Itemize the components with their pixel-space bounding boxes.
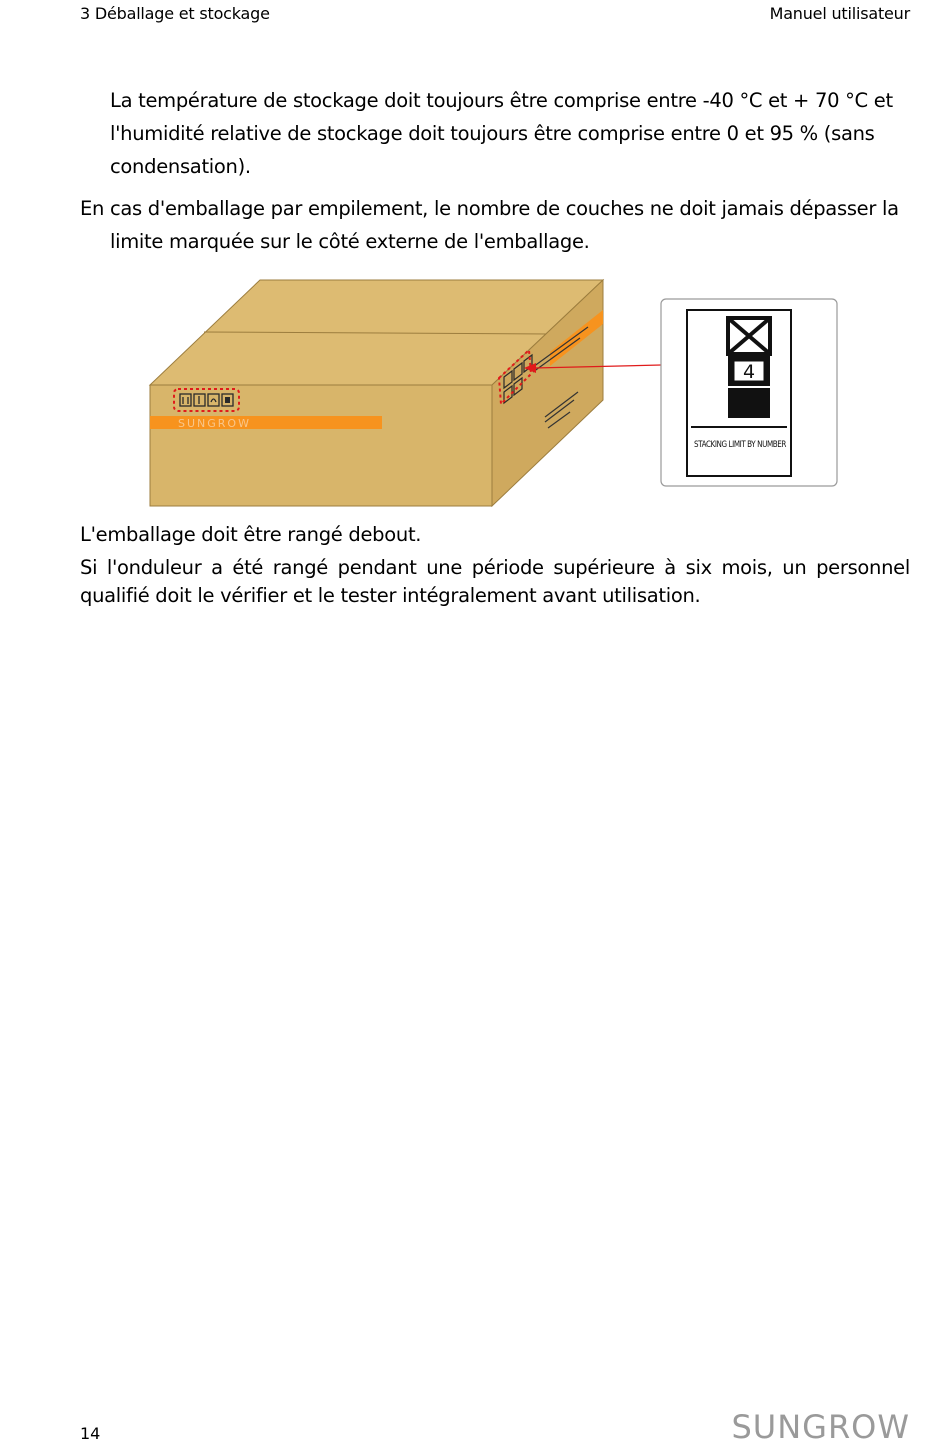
stack-limit-number: 4: [742, 361, 756, 383]
box-front-face: [150, 385, 492, 506]
stacking-limit-paragraph: En cas d'emballage par empilement, le nombre de couches ne doit jamais dépasser la limite marquée sur le côté externe de l'emballage.: [80, 197, 899, 253]
chapter-header: 3 Déballage et stockage: [80, 4, 270, 23]
page-number: 14: [80, 1424, 101, 1443]
manual-header: Manuel utilisateur: [769, 4, 910, 23]
long-storage-paragraph: Si l'onduleur a été rangé pendant une période supérieure à six mois, un personnel qualifié doit le vérifier et le tester intégralement avant utilisation.: [80, 556, 910, 607]
packaging-illustration: [140, 272, 850, 512]
label-caption: STACKING LIMIT BY NUMBER: [694, 440, 787, 450]
sungrow-logo: SUNGROW: [731, 1408, 910, 1446]
box-front-brand: SUNGROW: [178, 417, 251, 430]
storage-conditions-paragraph: La température de stockage doit toujours être comprise entre -40 °C et + 70 °C et l'humidité relative de stockage doit toujours être comprise entre 0 et 95 % (sans condensation).: [110, 89, 893, 178]
upright-storage-paragraph: L'emballage doit être rangé debout.: [80, 523, 422, 546]
